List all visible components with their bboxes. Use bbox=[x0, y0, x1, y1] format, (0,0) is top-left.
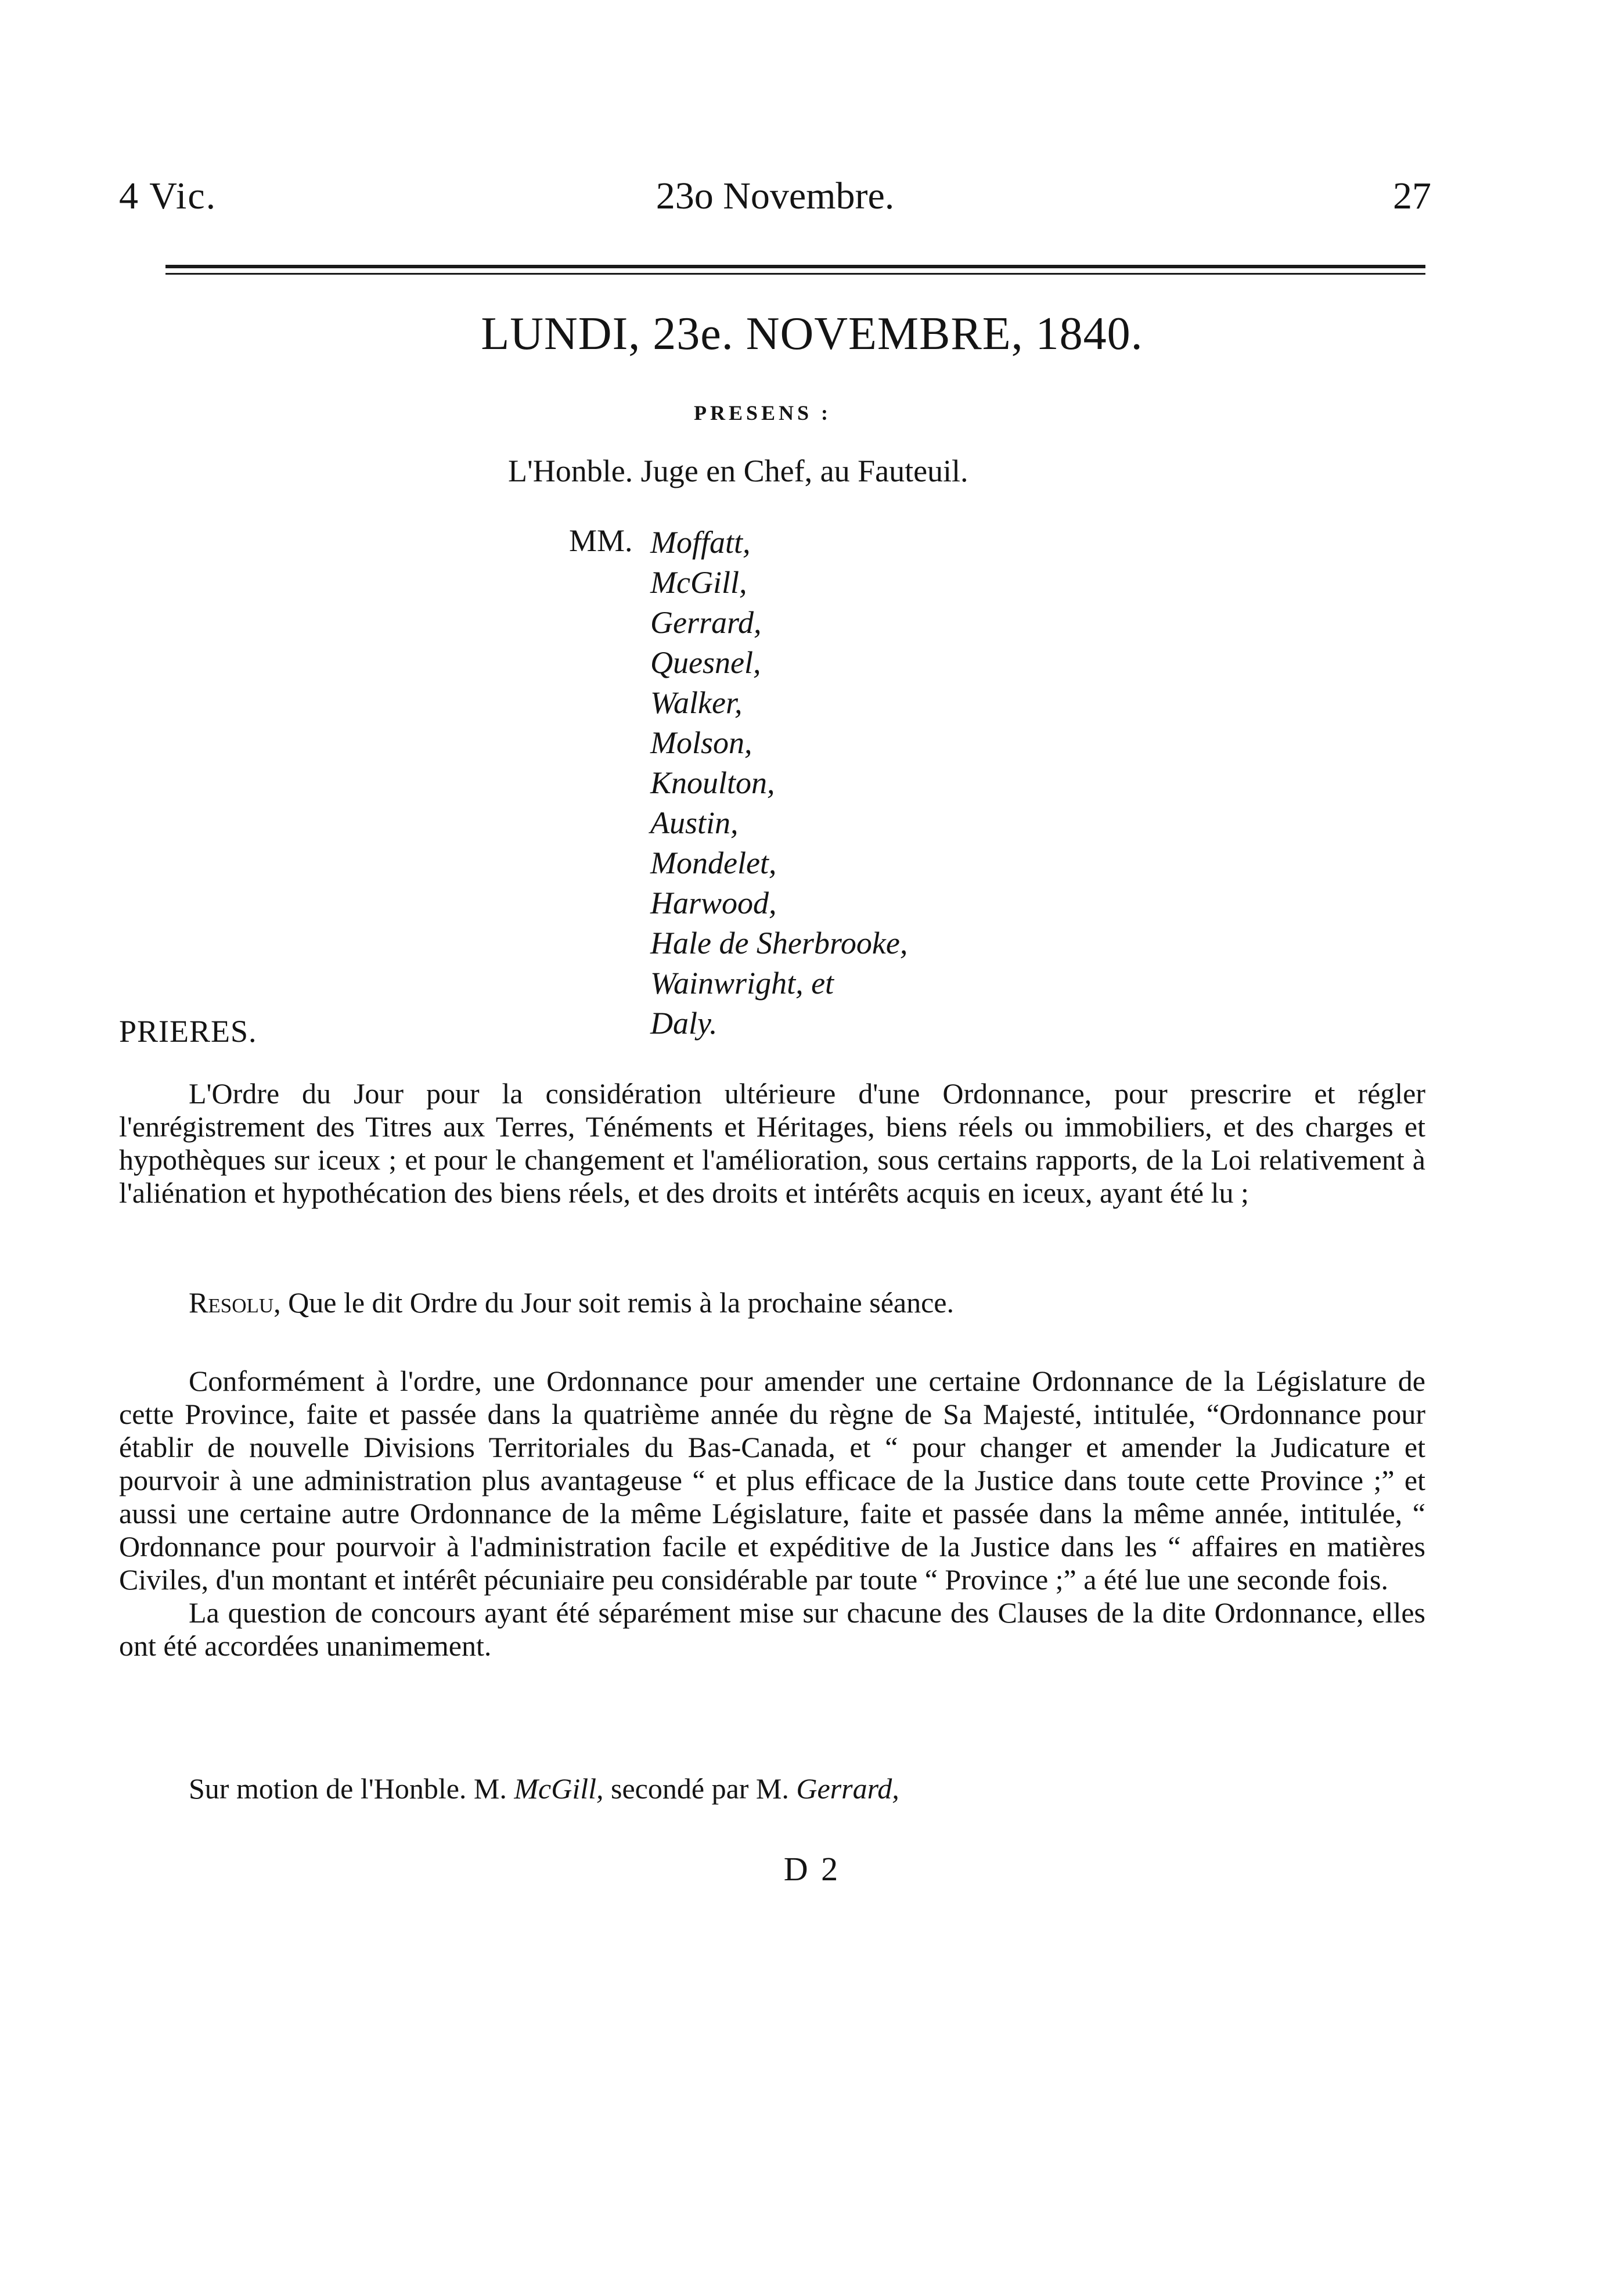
motion-seconder: Gerrard, bbox=[796, 1772, 899, 1805]
resolu-label: Resolu, bbox=[189, 1286, 281, 1319]
member-name: Hale de Sherbrooke, bbox=[650, 926, 908, 960]
prayers-heading: PRIERES. bbox=[119, 1014, 257, 1049]
running-header bbox=[119, 174, 1431, 238]
member-name: Harwood, bbox=[650, 886, 777, 920]
members-label: MM. bbox=[569, 523, 633, 558]
sitting-date-title: LUNDI, 23e. NOVEMBRE, 1840. bbox=[481, 308, 1143, 359]
member-name: Daly. bbox=[650, 1006, 718, 1041]
header-rule-thick bbox=[165, 265, 1425, 268]
resolution-paragraph bbox=[119, 1286, 1425, 1319]
member-name: Moffatt, bbox=[650, 525, 751, 560]
member-name: Knoulton, bbox=[650, 765, 775, 800]
paragraph-text: La question de concours ayant été séparément mise sur chacune des Clauses de la dite Ordonnance, elles ont été accordées unanimement. bbox=[119, 1596, 1425, 1662]
member-name: Gerrard, bbox=[650, 605, 762, 640]
resolution-text: Que le dit Ordre du Jour soit remis à la prochaine séance. bbox=[288, 1286, 954, 1319]
order-of-day-paragraph bbox=[119, 1077, 1425, 1210]
paragraph-text: L'Ordre du Jour pour la considération ultérieure d'une Ordonnance, pour prescrire et régler l'enrégistrement des Titres aux Terres, Ténéments et Héritages, biens réels ou immobiliers, et des charges et hypothèques sur iceux ; et pour le changement et l'amélioration, sous certains rapports, de la Loi relativement à l'aliénation et hypothécation des biens réels, et des droits et intérêts acquis en iceux, ayant été lu ; bbox=[119, 1077, 1425, 1209]
member-name: Wainwright, et bbox=[650, 966, 834, 1001]
header-date: 23o Novembre. bbox=[656, 175, 895, 217]
paragraph-text: Conformément à l'ordre, une Ordonnance pour amender une certaine Ordonnance de la Législature de cette Province, faite et passée dans la quatrième année du règne de Sa Majesté, intitulée, “Ordonnance pour établir de nouvelle Divisions Territoriales du Bas-Canada, et “ pour changer et amender la Judicature et pourvoir à une administration plus avantageuse “ et plus efficace de la Justice dans toute cette Province ;” et aussi une certaine autre Ordonnance de la même Législature, faite et passée dans la même année, intitulée, “ Ordonnance pour pourvoir à l'administration facile et expéditive de la Justice dans les “ affaires en matières Civiles, d'un montant et intérêt pécuniaire peu considérable par toute “ Province ;” a été lue une seconde fois. bbox=[119, 1365, 1425, 1596]
member-name: Mondelet, bbox=[650, 845, 777, 880]
member-name: Molson, bbox=[650, 725, 752, 760]
members-list bbox=[650, 523, 908, 1044]
member-name: Walker, bbox=[650, 685, 743, 720]
ordinance-paragraph bbox=[119, 1365, 1425, 1663]
member-name: Austin, bbox=[650, 805, 739, 840]
motion-prefix: Sur motion de l'Honble. M. bbox=[189, 1772, 507, 1805]
signature-mark: D 2 bbox=[783, 1850, 841, 1888]
motion-mover: McGill, bbox=[514, 1772, 604, 1805]
motion-paragraph bbox=[119, 1772, 1425, 1805]
page-number: 27 bbox=[1393, 175, 1431, 217]
member-name: Quesnel, bbox=[650, 645, 761, 680]
presens-heading: PRESENS : bbox=[694, 401, 832, 424]
chair-line: L'Honble. Juge en Chef, au Fauteuil. bbox=[508, 454, 968, 488]
motion-middle: secondé par M. bbox=[611, 1772, 789, 1805]
member-name: McGill, bbox=[650, 565, 747, 600]
regnal-year: 4 Vic. bbox=[119, 175, 217, 217]
header-rule-thin bbox=[165, 273, 1425, 275]
